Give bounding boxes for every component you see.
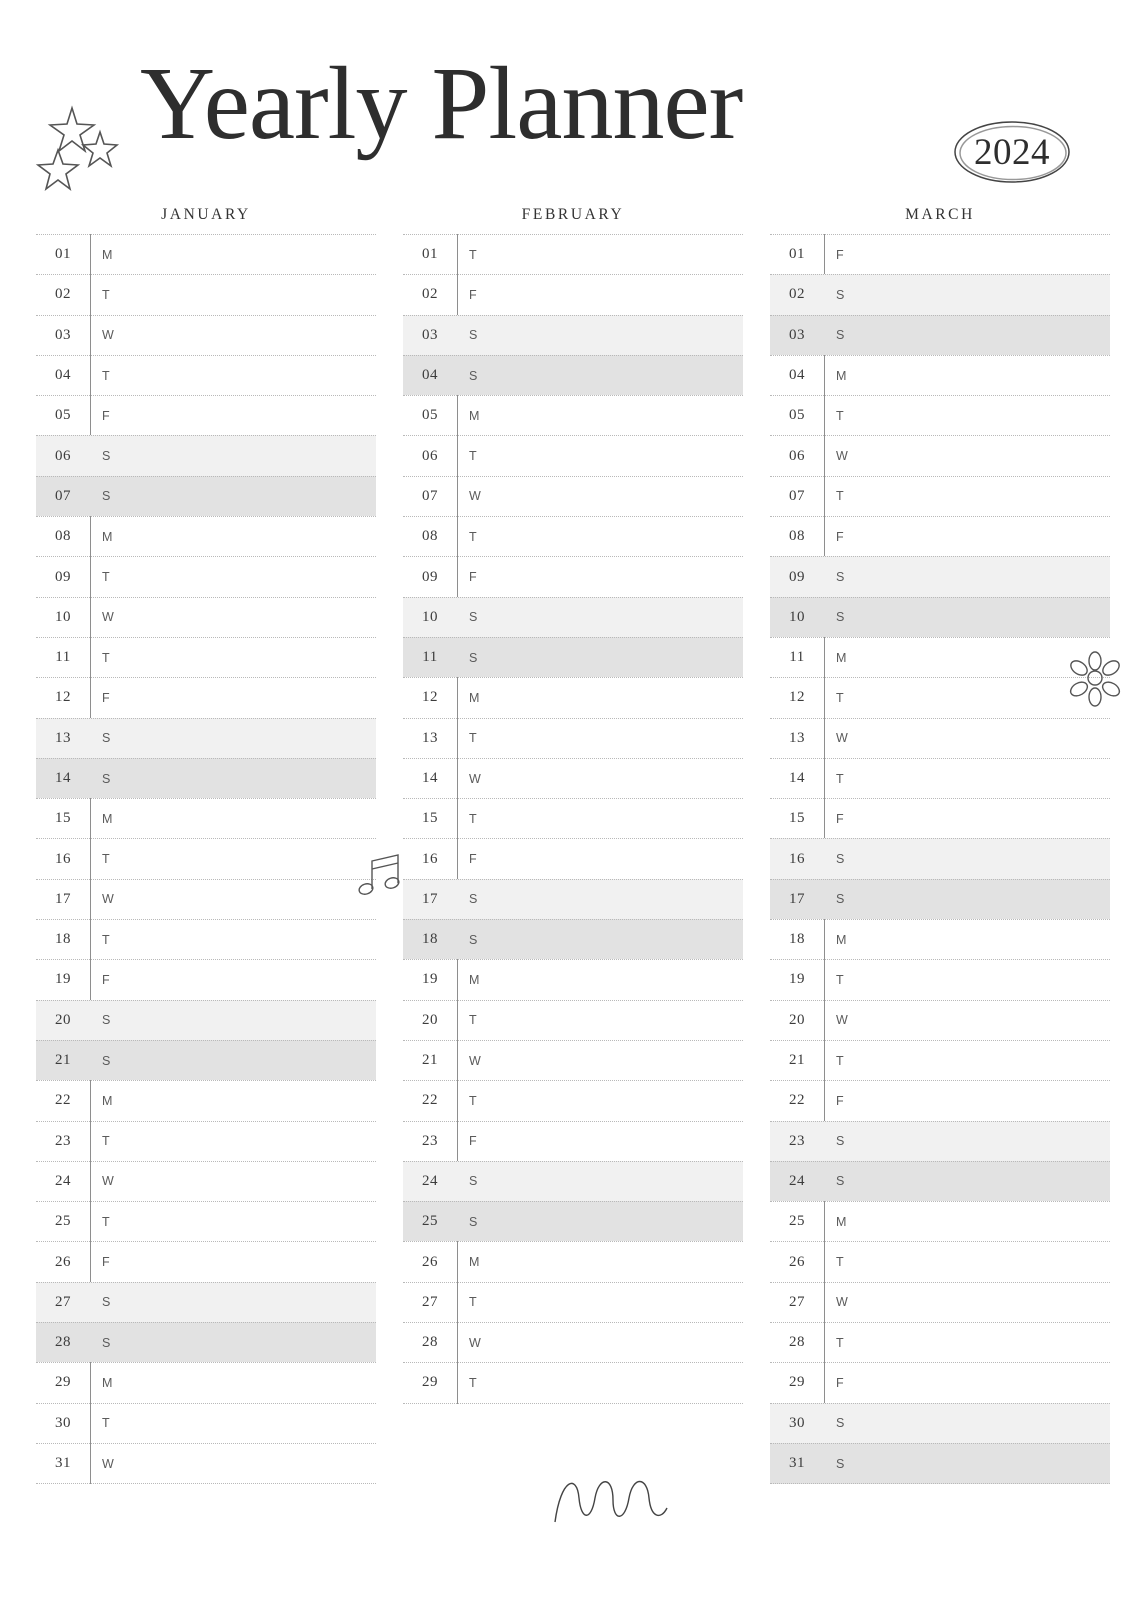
day-letter: T <box>102 1134 110 1149</box>
day-row[interactable] <box>36 879 376 919</box>
day-letter: W <box>469 489 481 504</box>
day-number: 08 <box>422 528 438 545</box>
day-letter: W <box>102 610 114 625</box>
day-letter: T <box>836 1053 844 1068</box>
day-letter: T <box>102 650 110 665</box>
month-name: FEBRUARY <box>521 206 625 223</box>
day-row[interactable] <box>770 879 1110 919</box>
day-letter: T <box>469 1295 477 1310</box>
day-number: 04 <box>789 367 805 384</box>
day-letter: T <box>469 1013 477 1028</box>
day-row[interactable] <box>770 1362 1110 1402</box>
day-letter: M <box>102 1093 113 1108</box>
day-letter: M <box>469 972 480 987</box>
day-row[interactable] <box>403 1282 743 1322</box>
day-number: 22 <box>789 1092 805 1109</box>
day-letter: T <box>469 731 477 746</box>
day-row[interactable] <box>770 1443 1110 1484</box>
day-number: 17 <box>55 890 71 907</box>
day-number: 08 <box>55 528 71 545</box>
day-row[interactable] <box>770 597 1110 637</box>
day-row[interactable] <box>403 879 743 919</box>
day-number: 29 <box>789 1374 805 1391</box>
day-letter: M <box>836 650 847 665</box>
year-badge <box>952 118 1072 186</box>
day-row[interactable] <box>770 476 1110 516</box>
flower-doodle-icon <box>1062 651 1128 714</box>
day-row[interactable] <box>403 1040 743 1080</box>
day-letter: W <box>102 1174 114 1189</box>
day-number: 05 <box>422 407 438 424</box>
day-number: 01 <box>789 246 805 263</box>
day-number: 06 <box>789 447 805 464</box>
day-row[interactable] <box>770 677 1110 717</box>
day-letter: M <box>102 247 113 262</box>
day-number: 16 <box>789 850 805 867</box>
day-letter: W <box>102 328 114 343</box>
day-letter: S <box>102 1053 111 1068</box>
day-letter: S <box>836 892 845 907</box>
day-row[interactable] <box>403 1121 743 1161</box>
month-column <box>36 206 376 1484</box>
day-row[interactable] <box>770 516 1110 556</box>
day-letter: M <box>836 368 847 383</box>
day-letter: S <box>102 489 111 504</box>
day-number: 20 <box>789 1011 805 1028</box>
day-number: 12 <box>789 689 805 706</box>
day-letter: T <box>102 368 110 383</box>
day-letter: S <box>469 1174 478 1189</box>
day-letter: S <box>836 1174 845 1189</box>
day-letter: S <box>836 570 845 585</box>
day-row[interactable] <box>36 435 376 475</box>
day-row[interactable] <box>770 1121 1110 1161</box>
day-number: 27 <box>789 1293 805 1310</box>
day-letter: T <box>836 408 844 423</box>
day-letter: M <box>469 1255 480 1270</box>
day-row[interactable] <box>403 476 743 516</box>
day-letter: T <box>102 1214 110 1229</box>
day-number: 28 <box>789 1334 805 1351</box>
day-row[interactable] <box>770 234 1110 274</box>
day-letter: S <box>836 1134 845 1149</box>
day-row[interactable] <box>770 395 1110 435</box>
day-letter: S <box>836 1416 845 1431</box>
day-number: 12 <box>55 689 71 706</box>
day-row[interactable] <box>770 1403 1110 1443</box>
day-letter: T <box>469 1375 477 1390</box>
day-letter: S <box>836 610 845 625</box>
day-row[interactable] <box>403 1322 743 1362</box>
day-row[interactable] <box>770 838 1110 878</box>
day-letter: T <box>836 690 844 705</box>
day-letter: S <box>102 1013 111 1028</box>
day-letter: W <box>469 1335 481 1350</box>
day-letter: M <box>102 811 113 826</box>
day-row[interactable] <box>403 677 743 717</box>
day-letter: F <box>469 570 477 585</box>
day-row[interactable] <box>36 1241 376 1281</box>
day-number: 02 <box>422 286 438 303</box>
day-letter: S <box>102 731 111 746</box>
day-row[interactable] <box>770 798 1110 838</box>
day-number: 30 <box>55 1414 71 1431</box>
day-letter: T <box>836 771 844 786</box>
day-row[interactable] <box>403 597 743 637</box>
day-number: 05 <box>789 407 805 424</box>
day-number: 01 <box>55 246 71 263</box>
month-name: MARCH <box>905 206 975 223</box>
day-number: 25 <box>55 1213 71 1230</box>
day-number: 22 <box>422 1092 438 1109</box>
day-letter: W <box>836 1013 848 1028</box>
day-letter: T <box>836 972 844 987</box>
day-letter: S <box>469 892 478 907</box>
day-row[interactable] <box>36 476 376 516</box>
day-letter: F <box>836 1093 844 1108</box>
day-letter: W <box>469 1053 481 1068</box>
day-row[interactable] <box>770 315 1110 355</box>
day-letter: T <box>836 489 844 504</box>
day-letter: F <box>102 408 110 423</box>
day-letter: S <box>469 610 478 625</box>
day-number: 18 <box>789 931 805 948</box>
day-row[interactable] <box>770 556 1110 596</box>
day-number: 20 <box>55 1011 71 1028</box>
day-letter: S <box>102 1295 111 1310</box>
day-letter: T <box>469 449 477 464</box>
months-container <box>0 206 1131 1484</box>
day-row[interactable] <box>403 556 743 596</box>
day-row[interactable] <box>403 838 743 878</box>
day-number: 26 <box>55 1253 71 1270</box>
day-row[interactable] <box>770 435 1110 475</box>
day-row[interactable] <box>403 274 743 314</box>
day-row[interactable] <box>36 677 376 717</box>
day-number: 15 <box>422 810 438 827</box>
day-number: 06 <box>422 447 438 464</box>
day-number: 19 <box>422 971 438 988</box>
day-letter: F <box>836 1375 844 1390</box>
day-number: 25 <box>422 1213 438 1230</box>
day-row[interactable] <box>36 637 376 677</box>
stars-doodle-icon <box>34 104 144 200</box>
day-number: 14 <box>422 770 438 786</box>
day-number: 31 <box>789 1455 805 1472</box>
day-row[interactable] <box>36 355 376 395</box>
day-letter: F <box>102 1255 110 1270</box>
day-letter: T <box>102 1416 110 1431</box>
day-number: 14 <box>55 770 71 786</box>
day-number: 04 <box>422 367 438 384</box>
day-letter: M <box>836 932 847 947</box>
day-number: 06 <box>55 447 71 464</box>
day-row[interactable] <box>770 1000 1110 1040</box>
year-label: 2024 <box>974 131 1050 173</box>
day-row[interactable] <box>403 315 743 355</box>
day-rows <box>403 234 743 1404</box>
day-number: 09 <box>422 568 438 585</box>
day-row[interactable] <box>403 1080 743 1120</box>
day-letter: F <box>836 811 844 826</box>
day-row[interactable] <box>36 1443 376 1484</box>
day-number: 12 <box>422 689 438 706</box>
day-letter: W <box>836 449 848 464</box>
day-number: 26 <box>422 1253 438 1270</box>
day-letter: F <box>102 972 110 987</box>
day-row[interactable] <box>403 758 743 798</box>
day-letter: T <box>469 529 477 544</box>
day-number: 16 <box>55 850 71 867</box>
day-row[interactable] <box>36 838 376 878</box>
day-number: 29 <box>55 1374 71 1391</box>
day-row[interactable] <box>36 1040 376 1080</box>
month-column <box>403 206 743 1484</box>
day-number: 24 <box>55 1172 71 1189</box>
day-number: 28 <box>55 1334 71 1351</box>
day-row[interactable] <box>36 1201 376 1241</box>
day-letter: S <box>836 1456 845 1471</box>
day-letter: S <box>469 328 478 343</box>
day-row[interactable] <box>770 959 1110 999</box>
day-number: 20 <box>422 1011 438 1028</box>
day-row[interactable] <box>770 274 1110 314</box>
day-number: 13 <box>55 729 71 746</box>
day-row[interactable] <box>403 355 743 395</box>
day-row[interactable] <box>403 1241 743 1281</box>
day-number: 07 <box>55 487 71 504</box>
day-row[interactable] <box>36 315 376 355</box>
squiggle-doodle-icon <box>551 1468 671 1533</box>
day-number: 02 <box>789 286 805 303</box>
day-row[interactable] <box>403 1000 743 1040</box>
day-letter: T <box>102 570 110 585</box>
day-letter: F <box>469 852 477 867</box>
day-letter: F <box>102 690 110 705</box>
day-letter: W <box>102 1456 114 1471</box>
day-number: 09 <box>55 568 71 585</box>
day-letter: T <box>469 811 477 826</box>
day-letter: W <box>836 1295 848 1310</box>
day-row[interactable] <box>770 355 1110 395</box>
day-row[interactable] <box>770 637 1110 677</box>
day-number: 23 <box>422 1132 438 1149</box>
day-number: 21 <box>55 1052 71 1069</box>
day-number: 04 <box>55 367 71 384</box>
day-letter: M <box>836 1214 847 1229</box>
day-letter: F <box>469 1134 477 1149</box>
day-row[interactable] <box>36 919 376 959</box>
day-row[interactable] <box>36 516 376 556</box>
day-letter: W <box>102 892 114 907</box>
day-row[interactable] <box>36 1161 376 1201</box>
day-letter: S <box>469 1214 478 1229</box>
day-rows <box>770 234 1110 1484</box>
day-number: 10 <box>789 608 805 625</box>
day-row[interactable] <box>403 959 743 999</box>
day-row[interactable] <box>403 516 743 556</box>
day-number: 02 <box>55 286 71 303</box>
day-letter: M <box>102 529 113 544</box>
day-row[interactable] <box>36 1403 376 1443</box>
day-row[interactable] <box>36 234 376 274</box>
day-letter: S <box>836 328 845 343</box>
day-number: 21 <box>789 1052 805 1069</box>
day-row[interactable] <box>403 798 743 838</box>
day-number: 29 <box>422 1374 438 1391</box>
day-rows <box>36 234 376 1484</box>
day-row[interactable] <box>770 1040 1110 1080</box>
day-letter: F <box>836 529 844 544</box>
day-row[interactable] <box>36 1000 376 1040</box>
day-letter: M <box>102 1375 113 1390</box>
day-row[interactable] <box>403 1362 743 1403</box>
day-letter: M <box>469 408 480 423</box>
page-title: Yearly Planner <box>140 46 743 161</box>
day-row[interactable] <box>403 637 743 677</box>
day-number: 27 <box>55 1293 71 1310</box>
day-row[interactable] <box>403 1161 743 1201</box>
day-number: 13 <box>789 729 805 746</box>
day-letter: F <box>836 247 844 262</box>
day-number: 21 <box>422 1052 438 1069</box>
day-letter: S <box>102 1335 111 1350</box>
day-row[interactable] <box>36 1121 376 1161</box>
day-letter: T <box>836 1335 844 1350</box>
day-number: 11 <box>422 649 438 666</box>
day-row[interactable] <box>770 1201 1110 1241</box>
day-row[interactable] <box>403 919 743 959</box>
day-number: 08 <box>789 528 805 545</box>
day-number: 31 <box>55 1455 71 1472</box>
day-letter: S <box>469 368 478 383</box>
day-number: 23 <box>55 1132 71 1149</box>
day-letter: T <box>469 1093 477 1108</box>
day-letter: W <box>469 771 481 786</box>
day-row[interactable] <box>403 1201 743 1241</box>
day-number: 23 <box>789 1132 805 1149</box>
day-letter: S <box>102 449 111 464</box>
day-number: 24 <box>422 1172 438 1189</box>
day-number: 15 <box>789 810 805 827</box>
day-number: 13 <box>422 729 438 746</box>
day-row[interactable] <box>36 758 376 798</box>
day-number: 28 <box>422 1334 438 1351</box>
music-note-doodle-icon <box>354 851 409 901</box>
day-number: 10 <box>422 608 438 625</box>
planner-header <box>0 0 1131 210</box>
day-number: 19 <box>55 971 71 988</box>
day-letter: S <box>469 650 478 665</box>
day-letter: T <box>102 287 110 302</box>
day-row[interactable] <box>36 1322 376 1362</box>
day-letter: S <box>836 852 845 867</box>
day-number: 09 <box>789 568 805 585</box>
day-row[interactable] <box>36 556 376 596</box>
day-number: 11 <box>55 649 71 666</box>
day-letter: T <box>469 247 477 262</box>
day-number: 11 <box>789 649 805 666</box>
day-number: 17 <box>422 890 438 907</box>
day-number: 03 <box>55 326 71 343</box>
day-number: 14 <box>789 770 805 786</box>
day-letter: T <box>102 852 110 867</box>
day-number: 07 <box>789 487 805 504</box>
day-letter: S <box>469 932 478 947</box>
day-letter: F <box>469 287 477 302</box>
day-number: 03 <box>789 326 805 343</box>
day-number: 22 <box>55 1092 71 1109</box>
day-number: 17 <box>789 890 805 907</box>
day-number: 24 <box>789 1172 805 1189</box>
day-row[interactable] <box>36 718 376 758</box>
day-letter: T <box>102 932 110 947</box>
day-row[interactable] <box>770 1322 1110 1362</box>
day-row[interactable] <box>36 798 376 838</box>
day-number: 01 <box>422 246 438 263</box>
day-row[interactable] <box>403 718 743 758</box>
day-row[interactable] <box>770 718 1110 758</box>
day-letter: W <box>836 731 848 746</box>
day-number: 26 <box>789 1253 805 1270</box>
day-number: 05 <box>55 407 71 424</box>
day-row[interactable] <box>403 435 743 475</box>
day-number: 07 <box>422 487 438 504</box>
day-row[interactable] <box>36 1362 376 1402</box>
month-name: JANUARY <box>161 206 251 223</box>
day-number: 03 <box>422 326 438 343</box>
day-number: 18 <box>55 931 71 948</box>
day-number: 25 <box>789 1213 805 1230</box>
month-column <box>770 206 1110 1484</box>
day-letter: S <box>102 771 111 786</box>
day-row[interactable] <box>36 1282 376 1322</box>
day-row[interactable] <box>36 274 376 314</box>
day-number: 27 <box>422 1293 438 1310</box>
day-row[interactable] <box>36 959 376 999</box>
day-row[interactable] <box>770 758 1110 798</box>
day-number: 30 <box>789 1414 805 1431</box>
day-row[interactable] <box>770 1241 1110 1281</box>
day-letter: T <box>836 1255 844 1270</box>
day-row[interactable] <box>36 597 376 637</box>
day-row[interactable] <box>403 395 743 435</box>
day-number: 16 <box>422 850 438 867</box>
day-number: 19 <box>789 971 805 988</box>
day-row[interactable] <box>36 395 376 435</box>
day-number: 15 <box>55 810 71 827</box>
day-row[interactable] <box>770 1161 1110 1201</box>
day-number: 10 <box>55 608 71 625</box>
day-row[interactable] <box>36 1080 376 1120</box>
day-row[interactable] <box>770 919 1110 959</box>
day-letter: S <box>836 287 845 302</box>
day-number: 18 <box>422 931 438 948</box>
day-row[interactable] <box>770 1080 1110 1120</box>
day-row[interactable] <box>403 234 743 274</box>
day-letter: M <box>469 690 480 705</box>
day-row[interactable] <box>770 1282 1110 1322</box>
